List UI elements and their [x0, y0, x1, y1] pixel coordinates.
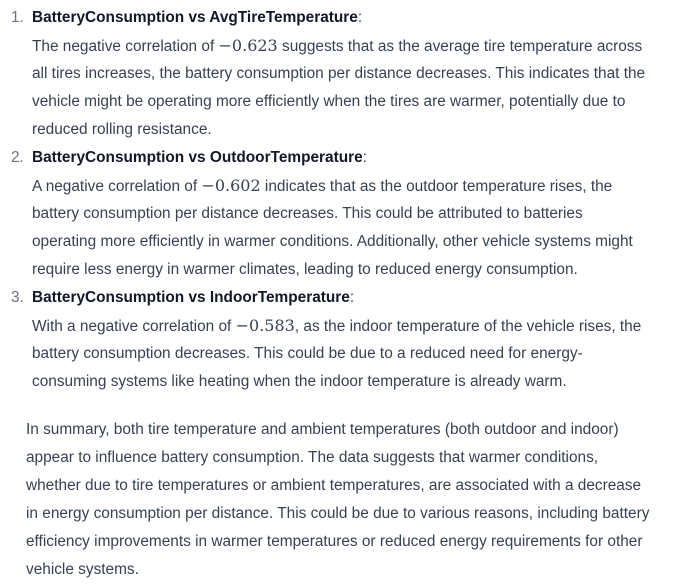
list-number: 2. [11, 149, 24, 166]
finding-body-text: indicates that as the outdoor temperature rises, the [260, 178, 613, 195]
list-number: 1. [11, 9, 24, 26]
finding-title-text: BatteryConsumption vs IndoorTemperature [32, 289, 350, 306]
finding-body-line [32, 172, 612, 201]
finding-title-colon: : [357, 9, 363, 26]
correlation-value: −0.583 [235, 316, 295, 335]
finding-title [32, 4, 362, 32]
summary-line: efficiency improvements in warmer temperatures or reduced energy requirements for other [26, 533, 643, 550]
finding-body-prefix: With a negative correlation of [32, 318, 236, 335]
summary-line: vehicle systems. [26, 561, 139, 578]
summary-line: In summary, both tire temperature and ambient temperatures (both outdoor and indoor) [26, 421, 619, 438]
finding-body-line: battery consumption per distance decreases. This could be attributed to batteries [32, 205, 583, 222]
finding-body-prefix: The negative correlation of [32, 38, 219, 55]
finding-body-prefix: A negative correlation of [32, 178, 202, 195]
correlation-value: −0.623 [218, 36, 278, 55]
correlation-value: −0.602 [201, 176, 261, 195]
finding-body-line: consuming systems like heating when the indoor temperature is already warm. [32, 373, 567, 390]
finding-title-text: BatteryConsumption vs AvgTireTemperature [32, 9, 358, 26]
finding-title-text: BatteryConsumption vs OutdoorTemperature [32, 149, 363, 166]
summary-line: appear to influence battery consumption. The data suggests that warmer conditions, [26, 449, 599, 466]
finding-body-line: battery consumption decreases. This could be due to a reduced need for energy- [32, 345, 583, 362]
finding-title [32, 144, 367, 172]
finding-title [32, 284, 354, 312]
summary-line: in energy consumption per distance. This could be due to various reasons, including battery [26, 505, 650, 522]
finding-body-line: operating more efficiently in warmer conditions. Additionally, other vehicle systems might [32, 233, 633, 250]
finding-body-line: reduced rolling resistance. [32, 121, 212, 138]
finding-title-colon: : [349, 289, 355, 306]
finding-body-line [32, 32, 642, 61]
finding-body-line: vehicle might be operating more efficiently when the tires are warmer, potentially due to [32, 93, 626, 110]
finding-title-colon: : [362, 149, 367, 166]
finding-body-line: require less energy in warmer climates, leading to reduced energy consumption. [32, 261, 578, 278]
summary-line: whether due to tire temperatures or ambient temperatures, are associated with a decrease [26, 477, 642, 494]
finding-body-text: suggests that as the average tire temperature across [277, 38, 643, 55]
finding-body-line [32, 312, 641, 341]
finding-body-text: , as the indoor temperature of the vehicle rises, the [294, 318, 642, 335]
finding-body-line: all tires increases, the battery consumption per distance decreases. This indicates that the [32, 65, 646, 82]
list-number: 3. [11, 289, 24, 306]
